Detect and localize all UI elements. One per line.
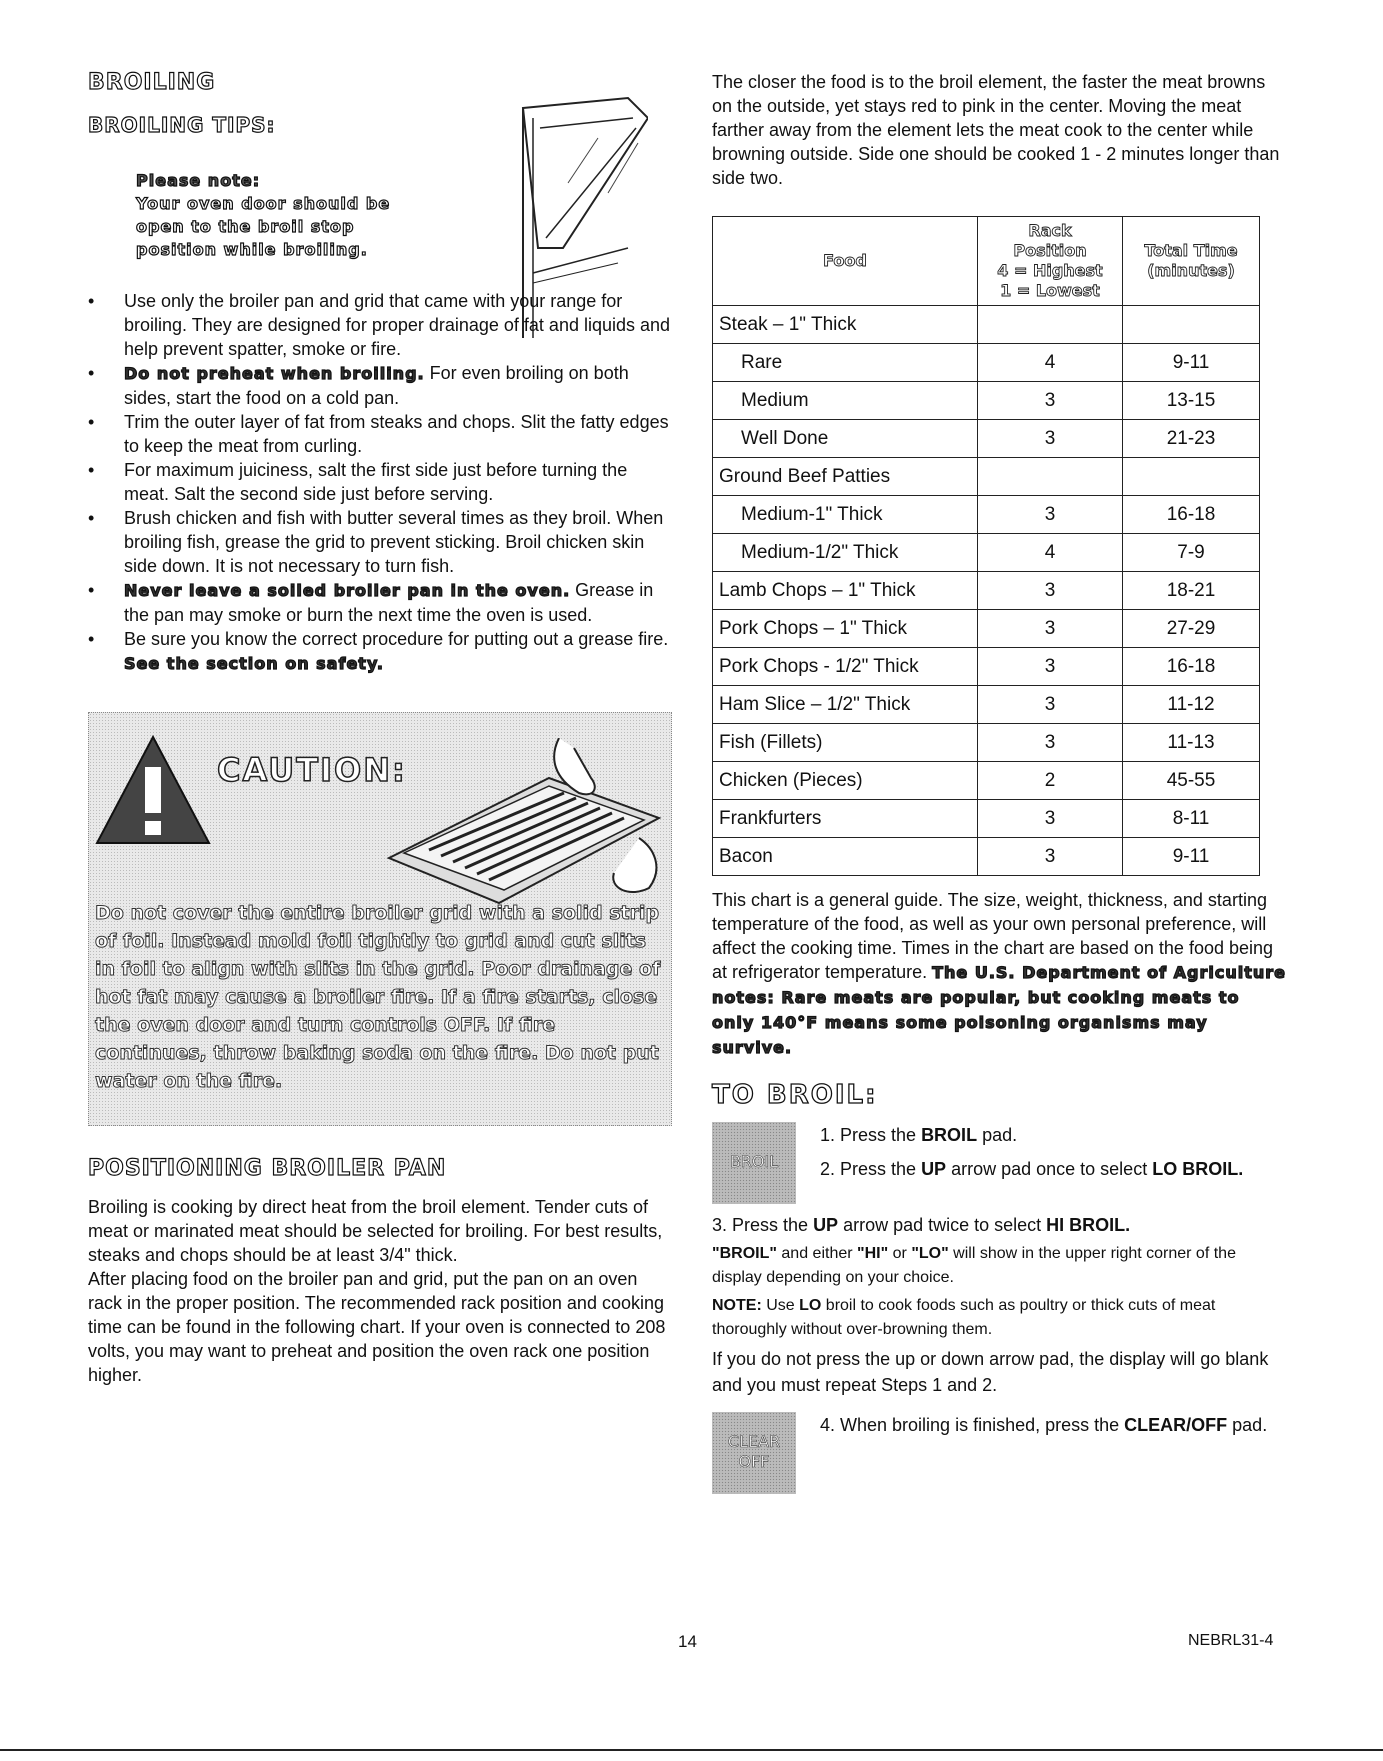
table-row (713, 496, 1260, 534)
broil-door-note (136, 169, 426, 261)
display-key: "LO" (911, 1245, 949, 1262)
table-cell-food: Rare (713, 344, 978, 382)
chart-note (712, 888, 1287, 1060)
step-1 (820, 1122, 1287, 1148)
positioning-paragraph-1: Broiling is cooking by direct heat from the broil element. Tender cuts of meat or marinated meat should be selected for broiling. For best results, steaks and chops should be at least 3/4" thick. (88, 1197, 663, 1265)
pad-label: OFF (738, 1452, 770, 1471)
table-cell-food: Bacon (713, 838, 978, 876)
document-id: NEBRL31-4 (1188, 1632, 1274, 1649)
step-4-block (712, 1412, 1287, 1496)
caution-text: Do not cover the entire broiler grid with a solid strip of foil. Instead mold foil tightly to grid and cut slits in foil to align with slits in the grid. Poor drainage of hot fat may cause a broiler fire. If a fire starts, close the oven door and turn controls OFF. If fire continues, throw baking soda on the fire. Do not put water on the fire. (95, 902, 661, 1092)
caution-box (88, 712, 672, 1126)
chart-note-text: This chart is a general guide. The size, weight, thickness, and starting temperature of the food, as well as your own personal preference, will affect the cooking time. Times in the chart are based on the food being at refrigerator temperature. (712, 890, 1274, 982)
warning-triangle-icon (93, 733, 213, 848)
table-cell-rack: 4 (978, 534, 1123, 572)
table-cell-time: 13-15 (1123, 382, 1260, 420)
step-key: LO BROIL. (1152, 1159, 1244, 1179)
step-key: BROIL (921, 1125, 978, 1145)
table-cell-time: 11-13 (1123, 724, 1260, 762)
blank-display-note: If you do not press the up or down arrow pad, the display will go blank and you must repeat Steps 1 and 2. (712, 1349, 1269, 1395)
display-key: "BROIL" (712, 1245, 777, 1262)
step-text: 1. Press the (820, 1125, 922, 1145)
broil-pad-icon (712, 1122, 796, 1204)
table-row (713, 648, 1260, 686)
list-item (88, 289, 673, 361)
table-cell-food: Frankfurters (713, 800, 978, 838)
header-text: Position (1013, 241, 1087, 260)
table-cell-time: 45-55 (1123, 762, 1260, 800)
tip-text: Trim the outer layer of fat from steaks and chops. Slit the fatty edges to keep the meat from curling. (124, 412, 669, 456)
header-text: 4 = Highest (997, 261, 1103, 280)
table-cell-time: 11-12 (1123, 686, 1260, 724)
broiling-tips-list (88, 289, 673, 676)
table-cell-time: 18-21 (1123, 572, 1260, 610)
tip-text: For maximum juiciness, salt the first side just before turning the meat. Salt the second side just before serving. (124, 460, 628, 504)
step-text: arrow pad once to select (946, 1159, 1153, 1179)
table-cell-rack: 2 (978, 762, 1123, 800)
list-item (88, 506, 673, 578)
list-item (88, 627, 673, 676)
header-text: (minutes) (1147, 261, 1235, 280)
list-item (88, 361, 673, 410)
table-cell-rack: 3 (978, 686, 1123, 724)
display-note (712, 1242, 1287, 1290)
table-cell-rack: 3 (978, 800, 1123, 838)
broiler-pan-icon (379, 738, 664, 908)
header-text: Total Time (1144, 241, 1238, 260)
note-text: Use (761, 1297, 800, 1314)
tip-emphasis: Never leave a soiled broiler pan in the oven. (124, 581, 571, 600)
pad-label: CLEAR (727, 1432, 781, 1451)
table-cell-rack: 3 (978, 420, 1123, 458)
tip-emphasis: Do not preheat when broiling. (124, 364, 425, 383)
table-cell-rack: 4 (978, 344, 1123, 382)
bottom-rule (0, 1749, 1383, 1751)
header-food: Food (713, 217, 978, 306)
table-row (713, 610, 1260, 648)
right-column (712, 70, 1287, 1496)
table-body (713, 306, 1260, 876)
table-cell-rack: 3 (978, 496, 1123, 534)
table-cell-time: 27-29 (1123, 610, 1260, 648)
caution-title: CAUTION: (217, 751, 407, 789)
display-text: and either (776, 1245, 858, 1262)
subheading-broiling-tips: BROILING TIPS: (88, 113, 276, 137)
positioning-paragraph-2: After placing food on the broiler pan and grid, put the pan on an oven rack in the proper position. The recommended rack position and cooking time can be found in the following chart. If your oven is connected to 208 volts, you may want to preheat and position the oven rack one position higher. (88, 1269, 666, 1385)
tip-text: Be sure you know the correct procedure for putting out a grease fire. (124, 629, 669, 649)
step-text: arrow pad twice to select (838, 1215, 1047, 1235)
table-cell-food: Ground Beef Patties (713, 458, 978, 496)
table-cell-food: Pork Chops – 1" Thick (713, 610, 978, 648)
header-rack-position (978, 217, 1123, 306)
note-label: NOTE: (712, 1297, 762, 1314)
list-item (88, 578, 673, 627)
header-total-time (1123, 217, 1260, 306)
table-row (713, 534, 1260, 572)
note-text: broil to cook foods such as poultry or thick cuts of meat thoroughly without over-browning them. (712, 1297, 1216, 1338)
header-text: 1 = Lowest (1000, 281, 1100, 300)
table-cell-time: 16-18 (1123, 496, 1260, 534)
table-cell-food: Lamb Chops – 1" Thick (713, 572, 978, 610)
tip-emphasis: See the section on safety. (124, 654, 384, 673)
table-cell-food: Medium-1" Thick (713, 496, 978, 534)
display-key: "HI" (857, 1245, 889, 1262)
page-number: 14 (678, 1632, 697, 1651)
table-cell-rack: 3 (978, 382, 1123, 420)
intro-paragraph: The closer the food is to the broil element, the faster the meat browns on the outside, yet stays red to pink in the center. Moving the meat farther away from the element lets the meat cook to the center while browning outside. Side one should be cooked 1 - 2 minutes longer than side two. (712, 72, 1280, 188)
table-cell-time (1123, 458, 1260, 496)
table-cell-food: Chicken (Pieces) (713, 762, 978, 800)
table-cell-food: Medium (713, 382, 978, 420)
section-heading-positioning: POSITIONING BROILER PAN (88, 1156, 447, 1181)
step-text: 3. Press the (712, 1215, 814, 1235)
table-cell-food: Pork Chops - 1/2" Thick (713, 648, 978, 686)
table-cell-rack: 3 (978, 610, 1123, 648)
header-text: Rack (1028, 221, 1072, 240)
list-item (88, 458, 673, 506)
display-text: will show in the upper right corner of the display depending on your choice. (712, 1245, 1236, 1286)
step-key: UP (813, 1215, 839, 1235)
note-text: Your oven door should be open to the broil stop position while broiling. (136, 194, 391, 259)
table-row (713, 382, 1260, 420)
section-heading-broiling: BROILING (88, 70, 216, 95)
table-row (713, 762, 1260, 800)
table-cell-food: Steak – 1" Thick (713, 306, 978, 344)
step-text: 4. When broiling is finished, press the (820, 1415, 1125, 1435)
table-cell-food: Medium-1/2" Thick (713, 534, 978, 572)
table-cell-time: 8-11 (1123, 800, 1260, 838)
table-cell-time (1123, 306, 1260, 344)
step-text: pad. (1227, 1415, 1268, 1435)
table-row (713, 420, 1260, 458)
pad-label: BROIL (729, 1152, 779, 1171)
table-row (713, 306, 1260, 344)
table-row (713, 800, 1260, 838)
steps-text (820, 1122, 1287, 1182)
tip-text: For even broiling on both sides, start the food on a cold pan. (124, 363, 629, 408)
tip-text: Brush chicken and fish with butter several times as they broil. When broiling fish, grease the grid to prevent sticking. Broil chicken skin side down. It is not necessary to turn fish. (124, 508, 664, 576)
step-key: UP (921, 1159, 947, 1179)
note-label: Please note: (136, 171, 261, 190)
usda-note: The U.S. Department of Agriculture notes: Rare meats are popular, but cooking meats to only 140°F means some poisoning organisms may survive. (712, 963, 1287, 1057)
table-cell-rack (978, 306, 1123, 344)
table-header-row (713, 217, 1260, 306)
table-cell-food: Fish (Fillets) (713, 724, 978, 762)
table-cell-food: Ham Slice – 1/2" Thick (713, 686, 978, 724)
table-row (713, 724, 1260, 762)
table-cell-rack: 3 (978, 648, 1123, 686)
table-cell-rack: 3 (978, 572, 1123, 610)
table-cell-food: Well Done (713, 420, 978, 458)
broiling-chart-table (712, 216, 1260, 876)
table-cell-time: 9-11 (1123, 344, 1260, 382)
step-text: pad. (977, 1125, 1018, 1145)
step-4 (820, 1412, 1287, 1438)
table-row (713, 572, 1260, 610)
note-key: LO (799, 1297, 822, 1314)
table-cell-time: 7-9 (1123, 534, 1260, 572)
step-key: CLEAR/OFF (1124, 1415, 1228, 1435)
step-key: HI BROIL. (1046, 1215, 1131, 1235)
tip-text: Use only the broiler pan and grid that came with your range for broiling. They are designed for proper drainage of fat and liquids and help prevent spatter, smoke or fire. (124, 291, 671, 359)
table-cell-rack: 3 (978, 724, 1123, 762)
display-text: or (888, 1245, 912, 1262)
tip-text: Grease in the pan may smoke or burn the next time the oven is used. (124, 580, 654, 625)
steps-1-2 (712, 1122, 1287, 1206)
table-cell-rack: 3 (978, 838, 1123, 876)
table-cell-time: 16-18 (1123, 648, 1260, 686)
lo-broil-note (712, 1294, 1287, 1342)
list-item (88, 410, 673, 458)
section-heading-to-broil: TO BROIL: (712, 1080, 878, 1110)
clear-off-pad-icon (712, 1412, 796, 1494)
table-row (713, 686, 1260, 724)
step-2 (820, 1156, 1287, 1182)
table-cell-time: 21-23 (1123, 420, 1260, 458)
table-cell-time: 9-11 (1123, 838, 1260, 876)
step-text: 2. Press the (820, 1159, 922, 1179)
table-row (713, 458, 1260, 496)
step-3 (712, 1212, 1287, 1238)
table-row (713, 838, 1260, 876)
left-column (88, 70, 673, 1387)
table-row (713, 344, 1260, 382)
table-cell-rack (978, 458, 1123, 496)
